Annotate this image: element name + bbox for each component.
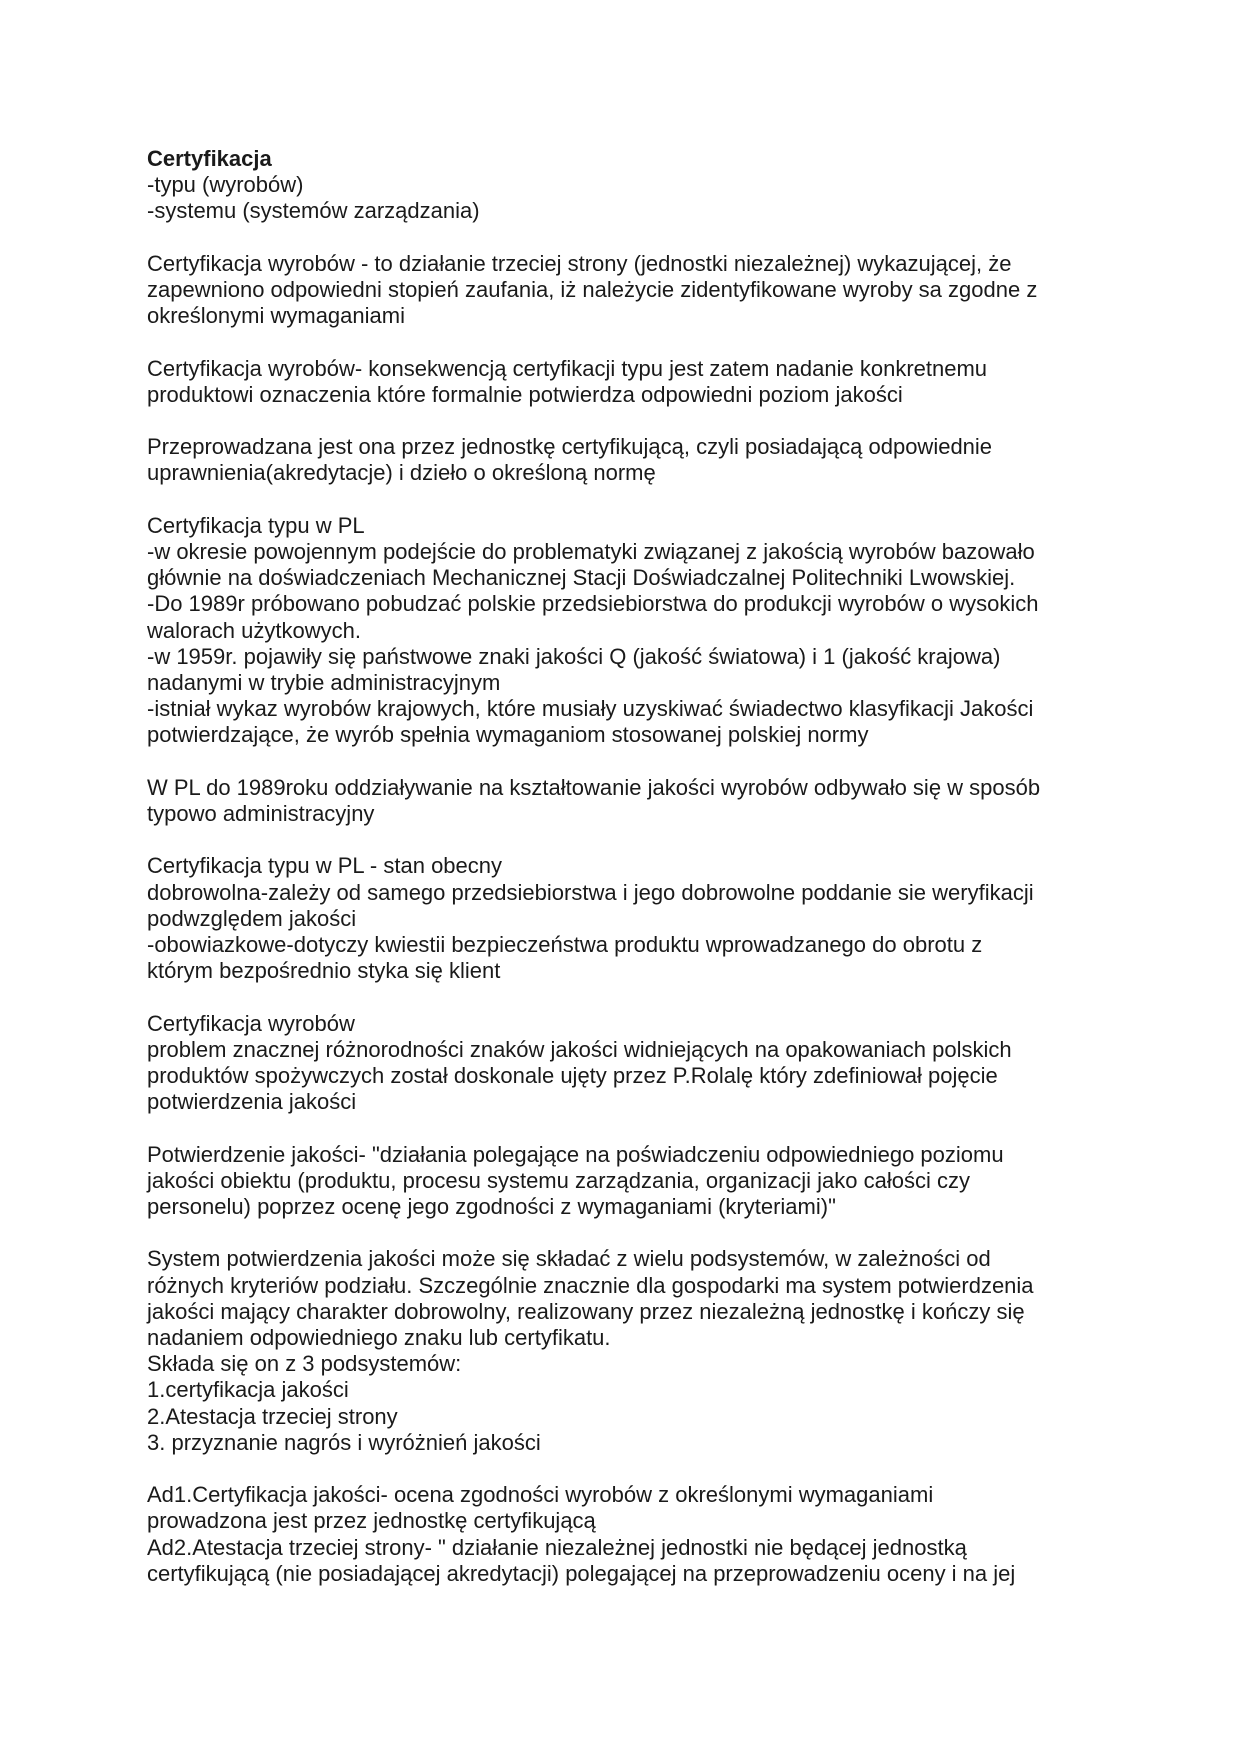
text-line: produktowi oznaczenia które formalnie potwierdza odpowiedni poziom jakości — [147, 381, 903, 407]
text-line: prowadzona jest przez jednostkę certyfikującą — [147, 1508, 596, 1534]
paragraph — [147, 434, 1087, 486]
text-line: 3. przyznanie nagrós i wyróżnień jakości — [147, 1429, 541, 1455]
text-line: głównie na doświadczeniach Mechanicznej Stacji Doświadczalnej Politechniki Lwowskiej. — [147, 565, 1016, 591]
paragraph — [147, 172, 1087, 224]
text-line: nadanymi w trybie administracyjnym — [147, 670, 501, 695]
text-line: -Do 1989r próbowano pobudzać polskie przedsiebiorstwa do produkcji wyrobów o wysokich — [147, 591, 1039, 617]
document-page — [147, 146, 1087, 1613]
text-line: podwzględem jakości — [147, 905, 357, 931]
text-line: jakości mający charakter dobrowolny, realizowany przez niezależną jednostkę i kończy się — [147, 1298, 1025, 1324]
paragraph — [147, 853, 1087, 984]
text-line: określonymi wymaganiami — [147, 303, 405, 329]
document-body — [147, 172, 1087, 1587]
document-title: Certyfikacja — [147, 146, 272, 171]
text-line: produktów spożywczych został doskonale ujęty przez P.Rolalę który zdefiniował pojęcie — [147, 1063, 998, 1088]
text-line: zapewniono odpowiedni stopień zaufania, iż należycie zidentyfikowane wyroby sa zgodne z — [147, 277, 1038, 302]
text-line: -w 1959r. pojawiły się państwowe znaki jakości Q (jakość światowa) i 1 (jakość krajowa) — [147, 643, 1001, 669]
text-line: problem znacznej różnorodności znaków jakości widniejących na opakowaniach polskich — [147, 1036, 1012, 1062]
paragraph — [147, 251, 1087, 330]
text-line: uprawnienia(akredytacje) i dzieło o określoną normę — [147, 460, 656, 486]
text-line: dobrowolna-zależy od samego przedsiebiorstwa i jego dobrowolne poddanie sie weryfikacji — [147, 879, 1034, 905]
paragraph — [147, 1142, 1087, 1221]
text-line: Potwierdzenie jakości- "działania polegające na poświadczeniu odpowiedniego poziomu — [147, 1141, 1004, 1167]
text-line: personelu) poprzez ocenę jego zgodności z wymaganiami (kryteriami)" — [147, 1194, 836, 1219]
text-line: -istniał wykaz wyrobów krajowych, które musiały uzyskiwać świadectwo klasyfikacji Jakości — [147, 696, 1034, 722]
text-line: jakości obiektu (produktu, procesu systemu zarządzania, organizacji jako całości czy — [147, 1167, 970, 1193]
paragraph — [147, 1482, 1087, 1587]
text-line: 1.certyfikacja jakości — [147, 1377, 349, 1403]
text-line: Certyfikacja typu w PL - stan obecny — [147, 853, 503, 879]
text-line: Certyfikacja typu w PL — [147, 512, 365, 538]
text-line: Ad2.Atestacja trzeciej strony- " działanie niezależnej jednostki nie będącej jednostką — [147, 1534, 967, 1560]
text-line: Ad1.Certyfikacja jakości- ocena zgodności wyrobów z określonymi wymaganiami — [147, 1482, 934, 1508]
text-line: Certyfikacja wyrobów — [147, 1010, 355, 1036]
text-line: potwierdzające, że wyrób spełnia wymaganiom stosowanej polskiej normy — [147, 722, 869, 748]
text-line: nadaniem odpowiedniego znaku lub certyfikatu. — [147, 1325, 611, 1350]
text-line: Przeprowadzana jest ona przez jednostkę certyfikującą, czyli posiadającą odpowiednie — [147, 434, 993, 460]
text-line: certyfikującą (nie posiadającej akredytacji) polegającej na przeprowadzeniu oceny i na jej — [147, 1560, 1016, 1586]
text-line: Składa się on z 3 podsystemów: — [147, 1351, 462, 1377]
text-line: Certyfikacja wyrobów- konsekwencją certyfikacji typu jest zatem nadanie konkretnemu — [147, 355, 988, 381]
text-line: -w okresie powojennym podejście do problematyki związanej z jakością wyrobów bazowało — [147, 538, 1035, 564]
paragraph — [147, 356, 1087, 408]
text-line: W PL do 1989roku oddziaływanie na kształtowanie jakości wyrobów odbywało się w sposób — [147, 774, 1041, 800]
text-line: -systemu (systemów zarządzania) — [147, 198, 480, 224]
text-line: Certyfikacja wyrobów - to działanie trzeciej strony (jednostki niezależnej) wykazującej, że — [147, 250, 1012, 276]
text-line: 2.Atestacja trzeciej strony — [147, 1403, 398, 1429]
text-line: typowo administracyjny — [147, 801, 375, 826]
paragraph — [147, 775, 1087, 827]
paragraph — [147, 1246, 1087, 1456]
text-line: walorach użytkowych. — [147, 617, 361, 643]
text-line: różnych kryteriów podziału. Szczególnie znacznie dla gospodarki ma system potwierdzenia — [147, 1272, 1034, 1298]
text-line: którym bezpośrednio styka się klient — [147, 958, 501, 984]
text-line: potwierdzenia jakości — [147, 1089, 357, 1115]
text-line: -typu (wyrobów) — [147, 172, 304, 198]
paragraph — [147, 513, 1087, 749]
text-line: -obowiazkowe-dotyczy kwiestii bezpieczeństwa produktu wprowadzanego do obrotu z — [147, 932, 983, 957]
text-line: System potwierdzenia jakości może się składać z wielu podsystemów, w zależności od — [147, 1246, 991, 1272]
paragraph — [147, 1011, 1087, 1116]
